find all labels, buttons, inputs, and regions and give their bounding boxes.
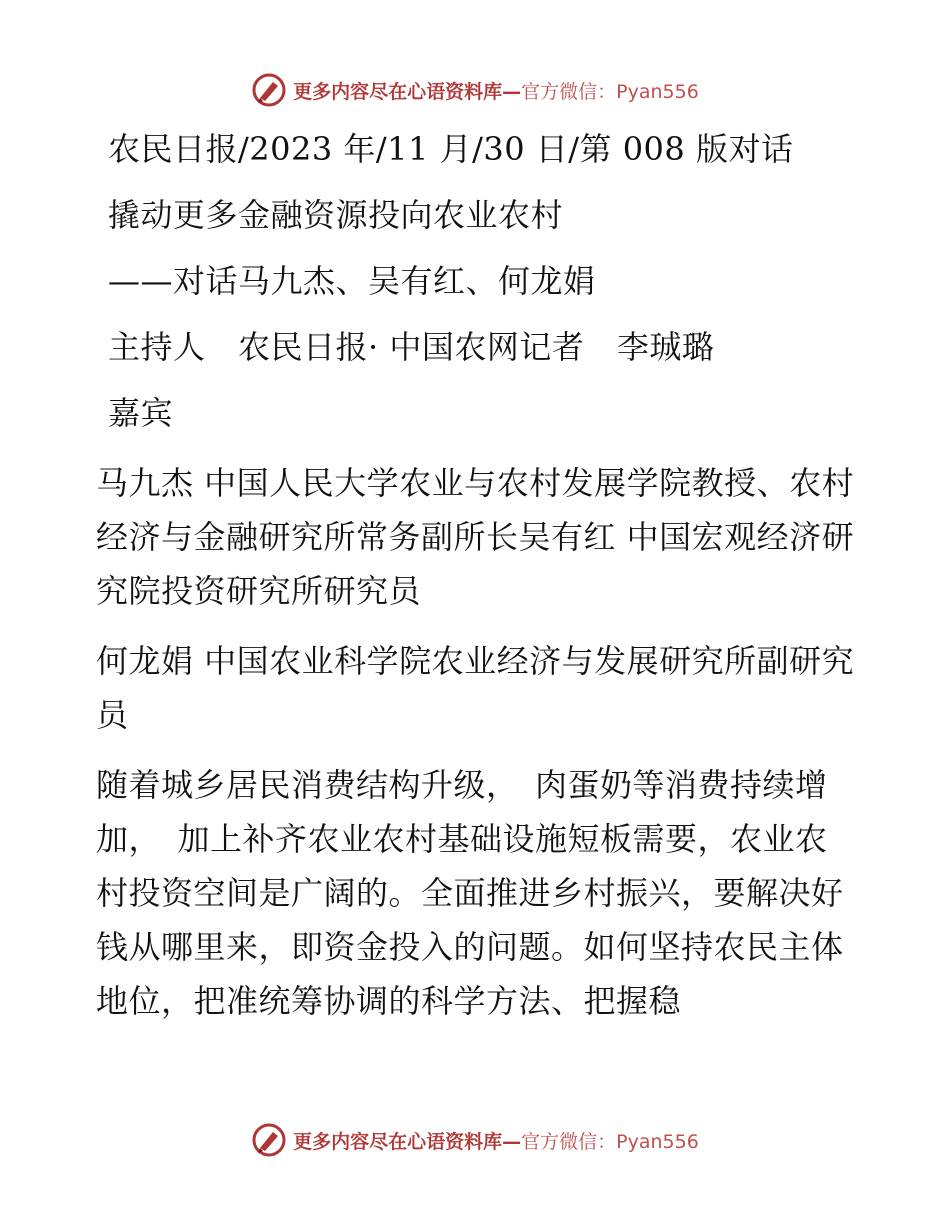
guest-2-paragraph: 何龙娟 中国农业科学院农业经济与发展研究所副研究员 (96, 642, 855, 734)
watermark-wechat-text-bottom: 官方微信：Pyan556 (521, 1130, 699, 1153)
guest-1-paragraph: 马九杰 中国人民大学农业与农村发展学院教授、农村经济与金融研究所常务副所长吴有红 中国宏观经济研究院投资研究所研究员 (96, 464, 855, 610)
document-body (96, 122, 856, 1028)
watermark-dash: — (502, 80, 522, 103)
article-title: 撬动更多金融资源投向农业农村 (108, 196, 564, 234)
source-line: 农民日报/2023 年/11 月/30 日/第 008 版对话 (108, 130, 794, 168)
pen-logo-icon (251, 72, 287, 108)
watermark-wechat-text: 官方微信：Pyan556 (521, 80, 699, 103)
watermark-site-text-bottom: 更多内容尽在心语资料库 (293, 1130, 503, 1153)
guests-label: 嘉宾 (108, 394, 174, 432)
pen-logo-icon (251, 1122, 287, 1158)
host-line: 主持人 农民日报· 中国农网记者 李珹璐 (108, 328, 715, 366)
body-paragraph: 随着城乡居民消费结构升级， 肉蛋奶等消费持续增加， 加上补齐农业农村基础设施短板需要，农业农村投资空间是广阔的。全面推进乡村振兴，要解决好钱从哪里来，即资金投入的问题。如何坚持农民主体地位，把准统筹协调的科学方法、把握稳 (96, 766, 844, 1020)
watermark-dash-bottom: — (502, 1130, 522, 1153)
article-subtitle: ——对话马九杰、吴有红、何龙娟 (108, 262, 596, 300)
watermark-site-text: 更多内容尽在心语资料库 (293, 80, 503, 103)
watermark-banner-bottom (0, 1120, 950, 1160)
watermark-banner-top (0, 70, 950, 110)
